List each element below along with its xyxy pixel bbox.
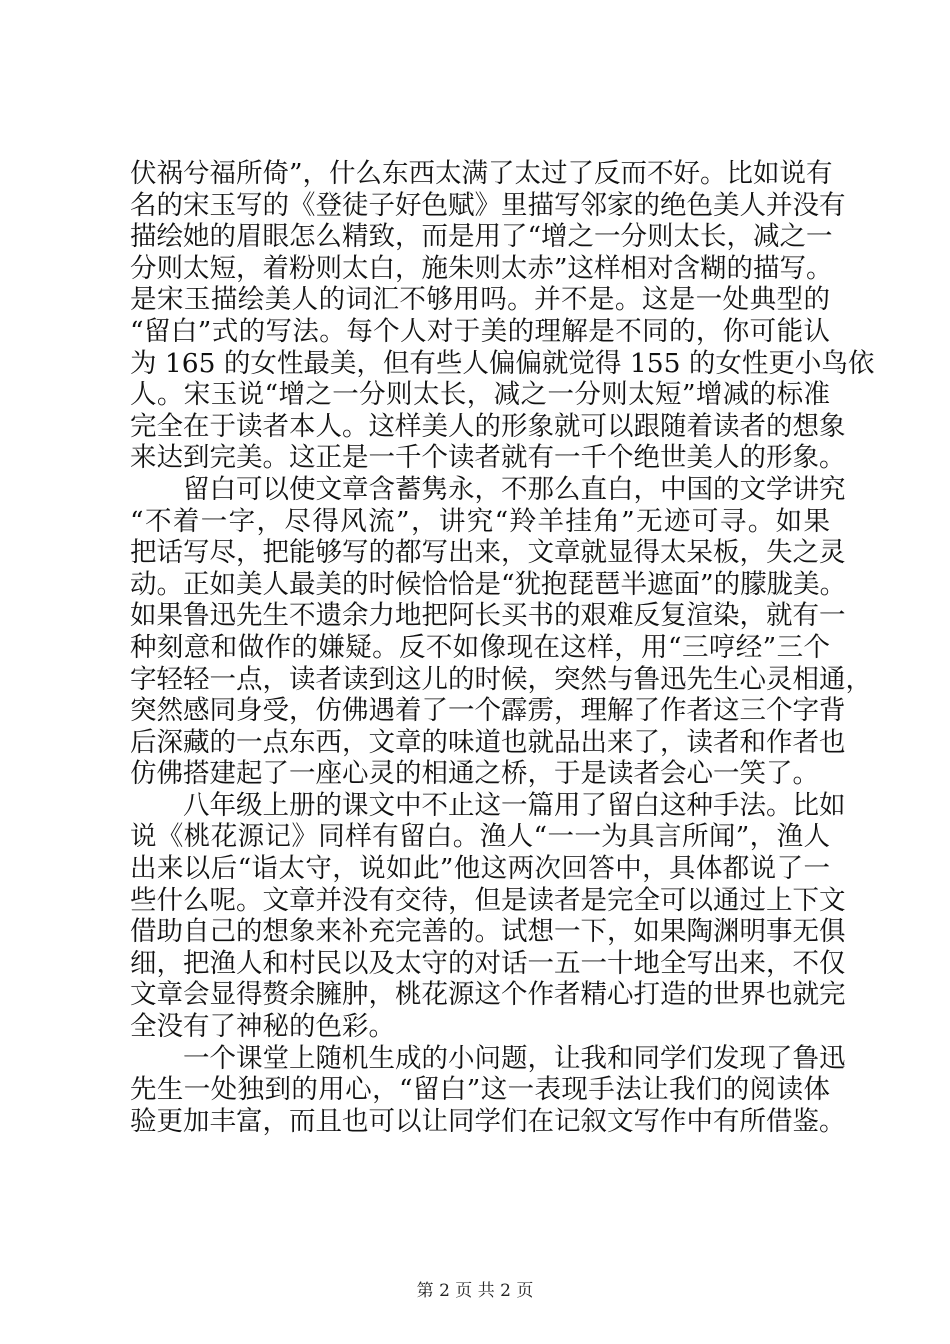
text-line: 后深藏的一点东西，文章的味道也就品出来了，读者和作者也 [130, 726, 846, 758]
text-line: 借助自己的想象来补充完善的。试想一下，如果陶渊明事无俱 [130, 916, 846, 948]
text-line: 动。正如美人最美的时候恰恰是“犹抱琵琶半遮面”的朦胧美。 [130, 568, 847, 600]
text-line: 把话写尽，把能够写的都写出来，文章就显得太呆板，失之灵 [130, 537, 846, 569]
text-line: “不着一字，尽得风流”，讲究“羚羊挂角”无迹可寻。如果 [130, 505, 830, 537]
text-line: 留白可以使文章含蓄隽永，不那么直白，中国的文学讲究 [183, 473, 846, 505]
paragraph-2 [130, 473, 872, 790]
paragraph-1 [130, 158, 875, 474]
text-line: 验更加丰富，而且也可以让同学们在记叙文写作中有所借鉴。 [130, 1105, 846, 1137]
text-line: 人。宋玉说“增之一分则太长，减之一分则太短”增减的标准 [130, 379, 830, 411]
text-line: 八年级上册的课文中不止这一篇用了留白这种手法。比如 [183, 789, 846, 821]
text-line: 全没有了神秘的色彩。 [130, 1011, 395, 1043]
document-body [130, 158, 875, 1137]
text-line: 分则太短，着粉则太白，施朱则太赤”这样相对含糊的描写。 [130, 252, 833, 284]
text-line: 细，把渔人和村民以及太守的对话一五一十地全写出来，不仅 [130, 947, 846, 979]
text-line: 突然感同身受，仿佛遇着了一个霹雳，理解了作者这三个字背 [130, 695, 846, 727]
text-line: 一个课堂上随机生成的小问题，让我和同学们发现了鲁迅 [183, 1042, 846, 1074]
text-line: “留白”式的写法。每个人对于美的理解是不同的，你可能认 [130, 315, 830, 347]
text-line: 先生一处独到的用心，“留白”这一表现手法让我们的阅读体 [130, 1074, 830, 1106]
text-line: 来达到完美。这正是一千个读者就有一千个绝世美人的形象。 [130, 442, 846, 474]
text-line: 为 165 的女性最美，但有些人偏偏就觉得 155 的女性更小鸟依 [130, 347, 875, 379]
page-footer [0, 1276, 950, 1301]
text-line: 字轻轻一点，读者读到这儿的时候，突然与鲁迅先生心灵相通， [130, 663, 872, 695]
text-line: 名的宋玉写的《登徒子好色赋》里描写邻家的绝色美人并没有 [130, 189, 846, 221]
text-line: 出来以后“诣太守，说如此”他这两次回答中，具体都说了一 [130, 853, 830, 885]
text-line: 是宋玉描绘美人的词汇不够用吗。并不是。这是一处典型的 [130, 284, 830, 316]
text-line: 文章会显得赘余臃肿，桃花源这个作者精心打造的世界也就完 [130, 979, 846, 1011]
text-line: 如果鲁迅先生不遗余力地把阿长买书的艰难反复渲染，就有一 [130, 600, 846, 632]
page-number: 第 2 页 共 2 页 [416, 1281, 534, 1301]
text-line: 说《桃花源记》同样有留白。渔人“一一为具言所闻”，渔人 [130, 821, 830, 853]
text-line: 些什么呢。文章并没有交待，但是读者是完全可以通过上下文 [130, 884, 846, 916]
text-line: 描绘她的眉眼怎么精致，而是用了“增之一分则太长，减之一 [130, 221, 833, 253]
text-line: 伏祸兮福所倚”，什么东西太满了太过了反而不好。比如说有 [130, 158, 833, 189]
text-line: 种刻意和做作的嫌疑。反不如像现在这样，用“三哼经”三个 [130, 631, 830, 663]
text-line: 仿佛搭建起了一座心灵的相通之桥，于是读者会心一笑了。 [130, 758, 819, 790]
text-line: 完全在于读者本人。这样美人的形象就可以跟随着读者的想象 [130, 410, 846, 442]
paragraph-4 [130, 1042, 846, 1138]
paragraph-3 [130, 789, 846, 1043]
